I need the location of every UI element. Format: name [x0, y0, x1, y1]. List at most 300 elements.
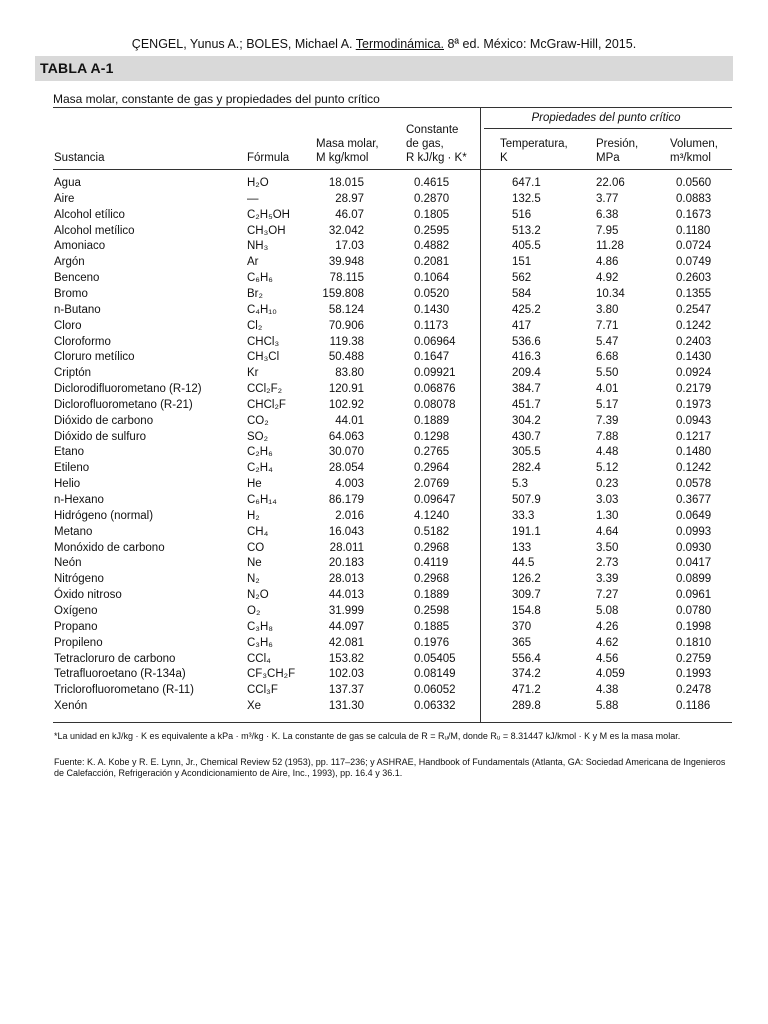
formula-cell: C₂H₆	[247, 446, 273, 459]
table-title-bar	[35, 56, 733, 81]
critical-pressure-cell: 4.059	[596, 668, 625, 681]
critical-pressure-cell: 7.39	[596, 414, 619, 427]
critical-pressure-cell: 5.50	[596, 367, 619, 380]
critical-pressure-cell: 5.08	[596, 604, 619, 617]
molar-mass-cell: 42.081	[328, 636, 364, 649]
formula-cell: CH₃Cl	[247, 351, 280, 364]
header-gas-constant-line1: Constante	[406, 124, 459, 136]
critical-temperature-cell: 647.1	[512, 177, 541, 189]
substance-name-cell: Cloro	[54, 319, 82, 332]
gas-constant-cell: 0.1173	[414, 319, 449, 332]
molar-mass-cell: 120.91	[328, 383, 364, 396]
molar-mass-cell: 46.07	[335, 208, 364, 221]
critical-pressure-cell: 6.68	[596, 351, 619, 364]
formula-cell: CO₂	[247, 414, 269, 427]
formula-cell: C₃H₈	[247, 620, 274, 633]
molar-mass-cell: 50.488	[328, 351, 364, 364]
header-temperature-line2: K	[500, 152, 508, 164]
substance-name-cell: Óxido nitroso	[54, 589, 122, 602]
header-gas-constant-line3: R kJ/kg · K*	[406, 152, 467, 164]
critical-volume-cell: 0.1355	[676, 287, 712, 300]
substance-name-cell: Neón	[54, 557, 82, 570]
table-row	[0, 240, 768, 256]
formula-cell: —	[247, 192, 259, 205]
formula-cell: C₆H₆	[247, 272, 273, 285]
table-row	[0, 700, 768, 716]
molar-mass-cell: 20.183	[328, 557, 364, 570]
header-volume	[670, 137, 718, 165]
formula-cell: SO₂	[247, 430, 269, 443]
formula-cell: CCl₂F₂	[247, 383, 283, 396]
substance-name-cell: Nitrógeno	[54, 573, 104, 586]
critical-temperature-cell: 151	[512, 256, 532, 269]
gas-constant-cell: 0.2765	[414, 446, 450, 459]
formula-cell: N₂O	[247, 589, 269, 602]
gas-constant-cell: 0.06876	[414, 383, 456, 396]
citation-edition: 8ª ed. México: McGraw-Hill, 2015.	[444, 37, 637, 51]
molar-mass-cell: 64.063	[328, 430, 364, 443]
table-row	[0, 288, 768, 304]
formula-cell: Ar	[247, 256, 259, 269]
header-gas-constant	[406, 123, 467, 165]
table-row	[0, 320, 768, 336]
critical-pressure-cell: 2.73	[596, 557, 619, 570]
critical-pressure-cell: 1.30	[596, 509, 619, 522]
substance-name-cell: Triclorofluorometano (R-11)	[54, 684, 194, 697]
critical-volume-cell: 0.1993	[676, 668, 712, 681]
substance-name-cell: Etano	[54, 446, 85, 459]
header-pressure-line2: MPa	[596, 152, 620, 164]
critical-volume-cell: 0.0924	[676, 367, 712, 380]
substance-name-cell: Cloroformo	[54, 335, 111, 348]
critical-temperature-cell: 471.2	[512, 684, 541, 697]
formula-cell: Kr	[247, 367, 259, 380]
critical-volume-cell: 0.1242	[676, 462, 712, 475]
formula-cell: Ne	[247, 557, 262, 570]
molar-mass-cell: 16.043	[328, 525, 364, 538]
critical-temperature-cell: 513.2	[512, 224, 541, 237]
critical-temperature-cell: 374.2	[512, 668, 541, 681]
critical-pressure-cell: 22.06	[596, 177, 625, 189]
critical-temperature-cell: 417	[512, 319, 532, 332]
critical-temperature-cell: 44.5	[512, 557, 535, 570]
critical-pressure-cell: 4.38	[596, 684, 619, 697]
gas-constant-cell: 0.08078	[414, 398, 456, 411]
citation-authors: ÇENGEL, Yunus A.; BOLES, Michael A.	[131, 37, 356, 51]
table-row	[0, 637, 768, 653]
molar-mass-cell: 2.016	[335, 509, 364, 522]
table-row	[0, 304, 768, 320]
critical-pressure-cell: 11.28	[596, 240, 624, 253]
molar-mass-cell: 30.070	[328, 446, 364, 459]
table-row	[0, 653, 768, 669]
critical-volume-cell: 0.2603	[676, 272, 712, 285]
table-row	[0, 225, 768, 241]
molar-mass-cell: 70.906	[328, 319, 364, 332]
substance-name-cell: Aire	[54, 192, 75, 205]
gas-constant-cell: 0.1430	[414, 303, 450, 316]
critical-volume-cell: 0.0578	[676, 478, 712, 491]
table-row	[0, 193, 768, 209]
header-pressure	[596, 137, 638, 165]
molar-mass-cell: 28.97	[335, 192, 364, 205]
critical-temperature-cell: 154.8	[512, 604, 541, 617]
critical-volume-cell: 0.0899	[676, 573, 712, 586]
formula-cell: C₄H₁₀	[247, 303, 277, 316]
critical-pressure-cell: 7.88	[596, 430, 619, 443]
critical-temperature-cell: 305.5	[512, 446, 541, 459]
molar-mass-cell: 86.179	[328, 494, 364, 506]
gas-constant-cell: 0.09647	[414, 494, 456, 506]
critical-volume-cell: 0.1242	[676, 319, 712, 332]
critical-temperature-cell: 507.9	[512, 494, 541, 506]
gas-constant-cell: 0.2595	[414, 224, 450, 237]
table-row	[0, 510, 768, 526]
substance-name-cell: Tetrafluoroetano (R-134a)	[54, 668, 186, 681]
critical-temperature-cell: 556.4	[512, 652, 541, 665]
critical-volume-cell: 0.0649	[676, 509, 712, 522]
formula-cell: CH₃OH	[247, 224, 286, 237]
critical-pressure-cell: 3.77	[596, 192, 619, 205]
gas-constant-cell: 0.2870	[414, 192, 450, 205]
critical-volume-cell: 0.1217	[676, 430, 712, 443]
critical-volume-cell: 0.2478	[676, 684, 712, 697]
table-row	[0, 272, 768, 288]
formula-cell: C₂H₄	[247, 462, 273, 475]
gas-constant-cell: 0.2964	[414, 462, 450, 475]
header-molar-mass-line1: Masa molar,	[316, 138, 379, 150]
critical-volume-cell: 0.1810	[676, 636, 712, 649]
substance-name-cell: Dióxido de carbono	[54, 414, 154, 427]
critical-temperature-cell: 5.3	[512, 478, 528, 491]
molar-mass-cell: 153.82	[328, 652, 364, 665]
critical-temperature-cell: 309.7	[512, 589, 541, 602]
critical-volume-cell: 0.1973	[676, 398, 712, 411]
gas-constant-cell: 0.4119	[414, 557, 449, 570]
header-substance: Sustancia	[54, 152, 105, 164]
critical-volume-cell: 0.0749	[676, 256, 712, 269]
critical-pressure-cell: 4.01	[596, 383, 619, 396]
header-temperature-line1: Temperatura,	[500, 138, 568, 150]
critical-pressure-cell: 7.27	[596, 589, 619, 602]
molar-mass-cell: 137.37	[328, 684, 364, 697]
critical-volume-cell: 0.0961	[676, 589, 712, 602]
formula-cell: H₂	[247, 509, 260, 522]
gas-constant-cell: 0.06052	[414, 684, 456, 697]
molar-mass-cell: 28.011	[329, 541, 364, 554]
molar-mass-cell: 83.80	[335, 367, 364, 380]
critical-temperature-cell: 384.7	[512, 383, 541, 396]
critical-volume-cell: 0.1480	[676, 446, 712, 459]
header-gas-constant-line2: de gas,	[406, 138, 444, 150]
substance-name-cell: Monóxido de carbono	[54, 541, 165, 554]
header-volume-line2: m³/kmol	[670, 152, 711, 164]
critical-pressure-cell: 7.95	[596, 224, 619, 237]
molar-mass-cell: 28.054	[328, 462, 364, 475]
critical-temperature-cell: 562	[512, 272, 532, 285]
critical-pressure-cell: 4.92	[596, 272, 619, 285]
table-row	[0, 478, 768, 494]
formula-cell: CHCl₂F	[247, 398, 286, 411]
gas-constant-cell: 0.1298	[414, 430, 450, 443]
substance-name-cell: n-Hexano	[54, 494, 104, 506]
table-row	[0, 383, 768, 399]
gas-constant-cell: 0.0520	[414, 287, 450, 300]
gas-constant-cell: 0.1889	[414, 589, 450, 602]
molar-mass-cell: 131.30	[328, 700, 364, 713]
critical-pressure-cell: 3.80	[596, 303, 619, 316]
critical-temperature-cell: 289.8	[512, 700, 541, 713]
critical-pressure-cell: 10.34	[596, 287, 625, 300]
molar-mass-cell: 159.808	[322, 287, 364, 300]
molar-mass-cell: 58.124	[328, 303, 364, 316]
footnote-gas-constant: *La unidad en kJ/kg · K es equivalente a kPa · m³/kg · K. La constante de gas se calcula de R = Rᵤ/M, donde Rᵤ = 8.31447 kJ/kmol · K y M es la masa molar.	[54, 731, 681, 741]
substance-name-cell: Amoniaco	[54, 240, 106, 253]
gas-constant-cell: 0.5182	[414, 525, 450, 538]
molar-mass-cell: 18.015	[328, 177, 364, 189]
table-row	[0, 668, 768, 684]
formula-cell: Xe	[247, 700, 262, 713]
table-row	[0, 256, 768, 272]
critical-temperature-cell: 365	[512, 636, 532, 649]
formula-cell: Cl₂	[247, 319, 263, 332]
table-row	[0, 351, 768, 367]
gas-constant-cell: 0.4615	[414, 177, 450, 189]
substance-name-cell: Diclorodifluorometano (R-12)	[54, 383, 202, 396]
critical-pressure-cell: 3.50	[596, 541, 619, 554]
critical-pressure-cell: 0.23	[596, 478, 619, 491]
gas-constant-cell: 0.1889	[414, 414, 450, 427]
molar-mass-cell: 44.01	[335, 414, 364, 427]
critical-temperature-cell: 33.3	[512, 509, 535, 522]
gas-constant-cell: 0.06964	[414, 335, 456, 348]
gas-constant-cell: 0.05405	[414, 652, 456, 665]
critical-pressure-cell: 4.62	[596, 636, 619, 649]
critical-pressure-cell: 4.64	[596, 525, 619, 538]
substance-name-cell: Oxígeno	[54, 604, 98, 617]
table-row	[0, 684, 768, 700]
substance-name-cell: Etileno	[54, 462, 90, 475]
critical-pressure-cell: 6.38	[596, 208, 619, 221]
table-row	[0, 589, 768, 605]
critical-temperature-cell: 584	[512, 287, 532, 300]
critical-pressure-cell: 4.56	[596, 652, 619, 665]
table-row	[0, 542, 768, 558]
table-row	[0, 621, 768, 637]
table-row	[0, 209, 768, 225]
citation	[0, 37, 768, 51]
substance-name-cell: Propileno	[54, 636, 103, 649]
critical-temperature-cell: 126.2	[512, 573, 541, 586]
molar-mass-cell: 78.115	[329, 272, 364, 285]
critical-temperature-cell: 132.5	[512, 192, 541, 205]
table-row	[0, 415, 768, 431]
substance-name-cell: Metano	[54, 525, 93, 538]
gas-constant-cell: 0.1805	[414, 208, 450, 221]
critical-temperature-cell: 304.2	[512, 414, 541, 427]
header-bottom-rule	[53, 169, 732, 170]
molar-mass-cell: 119.38	[329, 335, 364, 348]
gas-constant-cell: 0.2968	[414, 573, 450, 586]
critical-temperature-cell: 209.4	[512, 367, 541, 380]
molar-mass-cell: 102.03	[328, 668, 364, 681]
critical-temperature-cell: 536.6	[512, 335, 541, 348]
critical-volume-cell: 0.0883	[676, 192, 712, 205]
substance-name-cell: Dióxido de sulfuro	[54, 430, 147, 443]
header-temperature	[500, 137, 568, 165]
gas-constant-cell: 0.1647	[414, 351, 450, 364]
critical-temperature-cell: 370	[512, 620, 532, 633]
gas-constant-cell: 0.08149	[414, 668, 456, 681]
critical-temperature-cell: 425.2	[512, 303, 541, 316]
table-row	[0, 367, 768, 383]
critical-temperature-cell: 516	[512, 208, 532, 221]
critical-volume-cell: 0.2547	[676, 303, 712, 316]
critical-volume-cell: 0.0780	[676, 604, 712, 617]
substance-name-cell: n-Butano	[54, 303, 101, 316]
critical-volume-cell: 0.0560	[676, 177, 712, 189]
critical-volume-cell: 0.0993	[676, 525, 712, 538]
table-row	[0, 494, 768, 510]
molar-mass-cell: 39.948	[328, 256, 364, 269]
table-row	[0, 526, 768, 542]
header-critical-properties: Propiedades del punto crítico	[531, 112, 681, 124]
table-row	[0, 336, 768, 352]
substance-name-cell: Hidrógeno (normal)	[54, 509, 154, 522]
formula-cell: CHCl₃	[247, 335, 280, 348]
gas-constant-cell: 0.2598	[414, 604, 450, 617]
table-row	[0, 573, 768, 589]
critical-pressure-cell: 5.47	[596, 335, 619, 348]
header-molar-mass	[316, 137, 379, 165]
critical-pressure-cell: 5.12	[596, 462, 619, 475]
critical-group-rule	[484, 128, 732, 129]
formula-cell: NH₃	[247, 240, 269, 253]
critical-volume-cell: 0.2179	[676, 383, 712, 396]
table-caption: Masa molar, constante de gas y propiedades del punto crítico	[53, 92, 380, 106]
critical-temperature-cell: 416.3	[512, 351, 541, 364]
critical-pressure-cell: 5.88	[596, 700, 619, 713]
substance-name-cell: Helio	[54, 478, 81, 491]
critical-volume-cell: 0.1430	[676, 351, 712, 364]
molar-mass-cell: 28.013	[328, 573, 364, 586]
critical-volume-cell: 0.1180	[676, 224, 711, 237]
critical-pressure-cell: 3.39	[596, 573, 619, 586]
gas-constant-cell: 0.2968	[414, 541, 450, 554]
gas-constant-cell: 0.2081	[414, 256, 450, 269]
substance-name-cell: Argón	[54, 256, 85, 269]
critical-temperature-cell: 405.5	[512, 240, 541, 253]
substance-name-cell: Criptón	[54, 367, 92, 380]
critical-volume-cell: 0.0417	[676, 557, 712, 570]
citation-book-title: Termodinámica.	[355, 37, 444, 51]
critical-pressure-cell: 3.03	[596, 494, 619, 506]
substance-name-cell: Diclorofluorometano (R-21)	[54, 398, 193, 411]
gas-constant-cell: 0.1885	[414, 620, 450, 633]
formula-cell: C₆H₁₄	[247, 494, 277, 506]
substance-name-cell: Agua	[54, 177, 81, 189]
header-molar-mass-line2: M kg/kmol	[316, 152, 369, 164]
formula-cell: Br₂	[247, 287, 263, 300]
table-row	[0, 446, 768, 462]
formula-cell: CCl₃F	[247, 684, 278, 697]
formula-cell: CCl₄	[247, 652, 271, 665]
critical-pressure-cell: 4.26	[596, 620, 619, 633]
critical-pressure-cell: 4.48	[596, 446, 619, 459]
substance-name-cell: Cloruro metílico	[54, 351, 135, 364]
gas-constant-cell: 0.1976	[414, 636, 450, 649]
formula-cell: He	[247, 478, 262, 491]
formula-cell: C₃H₆	[247, 636, 273, 649]
molar-mass-cell: 31.999	[328, 604, 364, 617]
critical-volume-cell: 0.1998	[676, 620, 712, 633]
molar-mass-cell: 44.013	[328, 589, 364, 602]
table-title: TABLA A-1	[40, 60, 114, 76]
table-bottom-rule	[53, 722, 732, 723]
table-row	[0, 431, 768, 447]
table-row	[0, 462, 768, 478]
molar-mass-cell: 17.03	[335, 240, 364, 253]
critical-pressure-cell: 4.86	[596, 256, 619, 269]
critical-volume-cell: 0.2403	[676, 335, 712, 348]
critical-temperature-cell: 282.4	[512, 462, 541, 475]
table-row	[0, 177, 768, 193]
substance-name-cell: Xenón	[54, 700, 88, 713]
substance-name-cell: Tetracloruro de carbono	[54, 652, 176, 665]
table-row	[0, 605, 768, 621]
table-row	[0, 557, 768, 573]
critical-volume-cell: 0.1186	[676, 700, 711, 713]
critical-temperature-cell: 191.1	[512, 525, 541, 538]
gas-constant-cell: 0.09921	[414, 367, 456, 380]
critical-temperature-cell: 430.7	[512, 430, 541, 443]
critical-pressure-cell: 7.71	[596, 319, 619, 332]
critical-volume-cell: 0.0724	[676, 240, 712, 253]
gas-constant-cell: 0.1064	[414, 272, 450, 285]
header-volume-line1: Volumen,	[670, 138, 718, 150]
footnote-source: Fuente: K. A. Kobe y R. E. Lynn, Jr., Chemical Review 52 (1953), pp. 117–236; y ASHRAE, Handbook of Fundamentals (Atlanta, GA: Sociedad Americana de Ingenieros de Calefacción, Refrigeración y Acondicionamiento de Aire, Inc., 1993), pp. 16.4 y 36.1.	[54, 757, 726, 778]
substance-name-cell: Alcohol etílico	[54, 208, 125, 221]
critical-temperature-cell: 133	[512, 541, 532, 554]
critical-volume-cell: 0.0943	[676, 414, 712, 427]
substance-name-cell: Bromo	[54, 287, 88, 300]
gas-constant-cell: 2.0769	[414, 478, 450, 491]
critical-volume-cell: 0.3677	[676, 494, 712, 506]
gas-constant-cell: 0.06332	[414, 700, 456, 713]
molar-mass-cell: 102.92	[328, 398, 364, 411]
molar-mass-cell: 44.097	[328, 620, 364, 633]
header-pressure-line1: Presión,	[596, 138, 639, 150]
critical-volume-cell: 0.0930	[676, 541, 712, 554]
formula-cell: CO	[247, 541, 265, 554]
formula-cell: N₂	[247, 573, 260, 586]
critical-volume-cell: 0.1673	[676, 208, 712, 221]
critical-temperature-cell: 451.7	[512, 398, 541, 411]
substance-name-cell: Alcohol metílico	[54, 224, 135, 237]
formula-cell: C₂H₅OH	[247, 208, 290, 221]
substance-name-cell: Benceno	[54, 272, 100, 285]
critical-pressure-cell: 5.17	[596, 398, 619, 411]
header-formula: Fórmula	[247, 152, 290, 164]
formula-cell: H₂O	[247, 177, 269, 189]
gas-constant-cell: 4.1240	[414, 509, 450, 522]
molar-mass-cell: 4.003	[335, 478, 364, 491]
table-row	[0, 399, 768, 415]
critical-volume-cell: 0.2759	[676, 652, 712, 665]
formula-cell: CF₃CH₂F	[247, 668, 296, 681]
substance-name-cell: Propano	[54, 620, 98, 633]
top-rule	[53, 107, 732, 108]
